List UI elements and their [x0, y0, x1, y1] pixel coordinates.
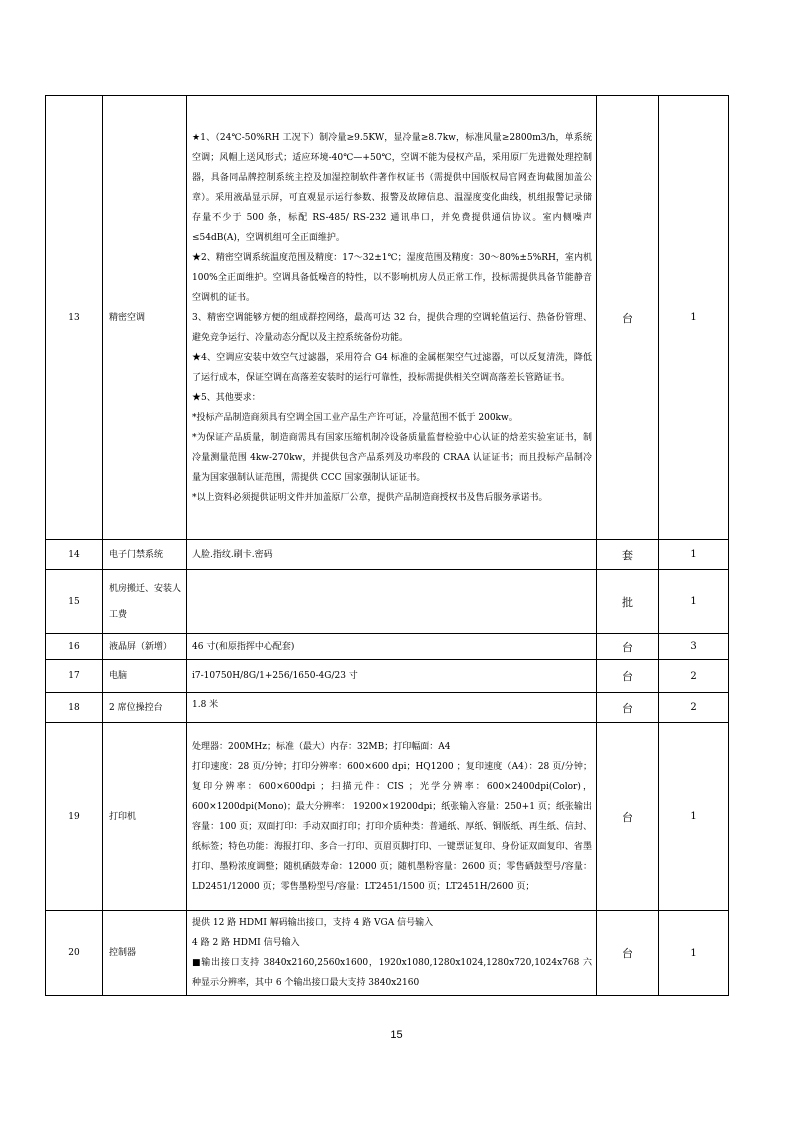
desc-paragraph: 人脸.指纹.刷卡.密码: [192, 549, 273, 560]
desc-paragraph: ■输出接口支持 3840x2160,2560x1600，1920x1080,1280x1024,1280x720,1024x768 六种显示分辨率，其中 6 个输出接口最大支持 3840x2160: [192, 958, 592, 988]
table-row: [46, 911, 729, 996]
item-quantity: 1: [659, 96, 729, 540]
desc-paragraph: 打印速度：28 页/分钟；打印分辨率：600×600 dpi；HQ1200 ；复印速度（A4）：28 页/分钟；复印分辨率：600×600dpi ；扫描元件：CIS ；光学分辨率：600×2400dpi(Color)，600×1200dpi(Mono)；最大分辨率： 19200×19200dpi；纸张输入容量：250+1 页；纸张输出容量：100 页；双面打印：手动双面打印；打印介质种类：普通纸、厚纸、铜版纸、再生纸、信封、纸标签；特色功能：海报打印、多合一打印、页眉页脚打印、一键票证复印、身份证双面复印、省墨打印、墨粉浓度调整；随机硒鼓寿命：12000 页；随机墨粉容量：2600 页；零售硒鼓型号/容量：LD2451/12000 页；零售墨粉型号/容量：LT2451/1500 页；LT2451H/2600 页；: [192, 761, 592, 892]
desc-paragraph: *为保证产品质量，制造商需具有国家压缩机制冷设备质量监督检验中心认证的焓差实验室证书，制冷量测量范围 4kw-270kw，并提供包含产品系列及功率段的 CRAA 认证证书；而且投标产品制冷量为国家强制认证范围，需提供 CCC 国家强制认证证书。: [192, 432, 592, 483]
row-number: 16: [46, 634, 103, 660]
item-quantity: 1: [659, 570, 729, 634]
item-quantity: 2: [659, 693, 729, 723]
item-description: [187, 723, 597, 911]
table-row: [46, 570, 729, 634]
row-number: 13: [46, 96, 103, 540]
item-quantity: 3: [659, 634, 729, 660]
page-number: 15: [390, 1029, 403, 1041]
table-row: [46, 660, 729, 693]
desc-paragraph: *投标产品制造商须具有空调全国工业产品生产许可证，冷量范围不低于 200kw。: [192, 412, 518, 423]
item-name: 电脑: [103, 660, 187, 693]
desc-paragraph: 46 寸(和原指挥中心配套): [192, 641, 295, 652]
item-unit: 台: [597, 634, 659, 660]
item-unit: 台: [597, 693, 659, 723]
item-unit: 套: [597, 540, 659, 570]
item-description: [187, 96, 597, 540]
item-name: 机房搬迁、安装人工费: [103, 570, 187, 634]
table-row: [46, 96, 729, 540]
row-number: 20: [46, 911, 103, 996]
row-number: 14: [46, 540, 103, 570]
item-quantity: 2: [659, 660, 729, 693]
desc-paragraph: ★5、其他要求：: [192, 392, 261, 403]
desc-paragraph: *以上资料必须提供证明文件并加盖原厂公章，提供产品制造商授权书及售后服务承诺书。: [192, 492, 548, 503]
item-name: 控制器: [103, 911, 187, 996]
desc-paragraph: 处理器：200MHz；标准（最大）内存：32MB；打印幅面：A4: [192, 741, 451, 752]
item-quantity: 1: [659, 540, 729, 570]
spec-table: [45, 95, 729, 996]
desc-paragraph: 3、精密空调能够方便的组成群控网络，最高可达 32 台，提供合理的空调轮值运行、热备份管理、避免竞争运行、冷量动态分配以及主控系统备份功能。: [192, 312, 592, 343]
row-number: 18: [46, 693, 103, 723]
item-description: [187, 634, 597, 660]
desc-paragraph: ★2、精密空调系统温度范围及精度：17～32±1℃；湿度范围及精度：30～80%±5%RH，室内机 100%全正面维护。空调具备低噪音的特性，以不影响机房人员正常工作，投标需提供具备节能静音空调机的证书。: [192, 252, 592, 303]
item-unit: 台: [597, 660, 659, 693]
item-name: 电子门禁系统: [103, 540, 187, 570]
item-quantity: 1: [659, 723, 729, 911]
item-description: [187, 540, 597, 570]
item-description: [187, 570, 597, 634]
item-name: 2 席位操控台: [103, 693, 187, 723]
desc-paragraph: ★1、（24℃-50%RH 工况下）制冷量≥9.5KW，显冷量≥8.7kw，标准风量≥2800m3/h，单系统空调；风帽上送风形式；适应环境-40℃—+50℃，空调不能为侵权产品，采用原厂先进微处理控制器，具备同品牌控制系统主控及加湿控制软件著作权证书（需提供中国版权局官网查询截图加盖公章）。采用液晶显示屏，可直观显示运行参数、报警及故障信息、温湿度变化曲线，机组报警记录储存量不少于 500 条，标配 RS-485/ RS-232 通讯串口，并免费提供通信协议。室内侧噪声≤54dB(A)，空调机组可全正面维护。: [192, 132, 592, 243]
table-row: [46, 540, 729, 570]
item-name: 打印机: [103, 723, 187, 911]
desc-paragraph: ★4、空调应安装中效空气过滤器，采用符合 G4 标准的金属框架空气过滤器，可以反复清洗，降低了运行成本，保证空调在高落差安装时的运行可靠性，投标需提供相关空调高落差长管路证书。: [192, 352, 592, 383]
row-number: 15: [46, 570, 103, 634]
desc-paragraph: 提供 12 路 HDMI 解码输出接口，支持 4 路 VGA 信号输入: [192, 918, 434, 928]
item-quantity: 1: [659, 911, 729, 996]
item-description: [187, 693, 597, 723]
item-unit: 台: [597, 911, 659, 996]
desc-paragraph: 1.8 米: [192, 700, 219, 710]
table-row: [46, 723, 729, 911]
row-number: 19: [46, 723, 103, 911]
table-row: [46, 693, 729, 723]
table-row: [46, 634, 729, 660]
item-description: [187, 660, 597, 693]
item-name: 精密空调: [103, 96, 187, 540]
desc-paragraph: 4 路 2 路 HDMI 信号输入: [192, 938, 300, 948]
item-description: [187, 911, 597, 996]
row-number: 17: [46, 660, 103, 693]
desc-paragraph: i7-10750H/8G/1+256/1650-4G/23 寸: [192, 671, 358, 681]
item-unit: 批: [597, 570, 659, 634]
item-name: 液晶屏（新增）: [103, 634, 187, 660]
item-unit: 台: [597, 96, 659, 540]
item-unit: 台: [597, 723, 659, 911]
